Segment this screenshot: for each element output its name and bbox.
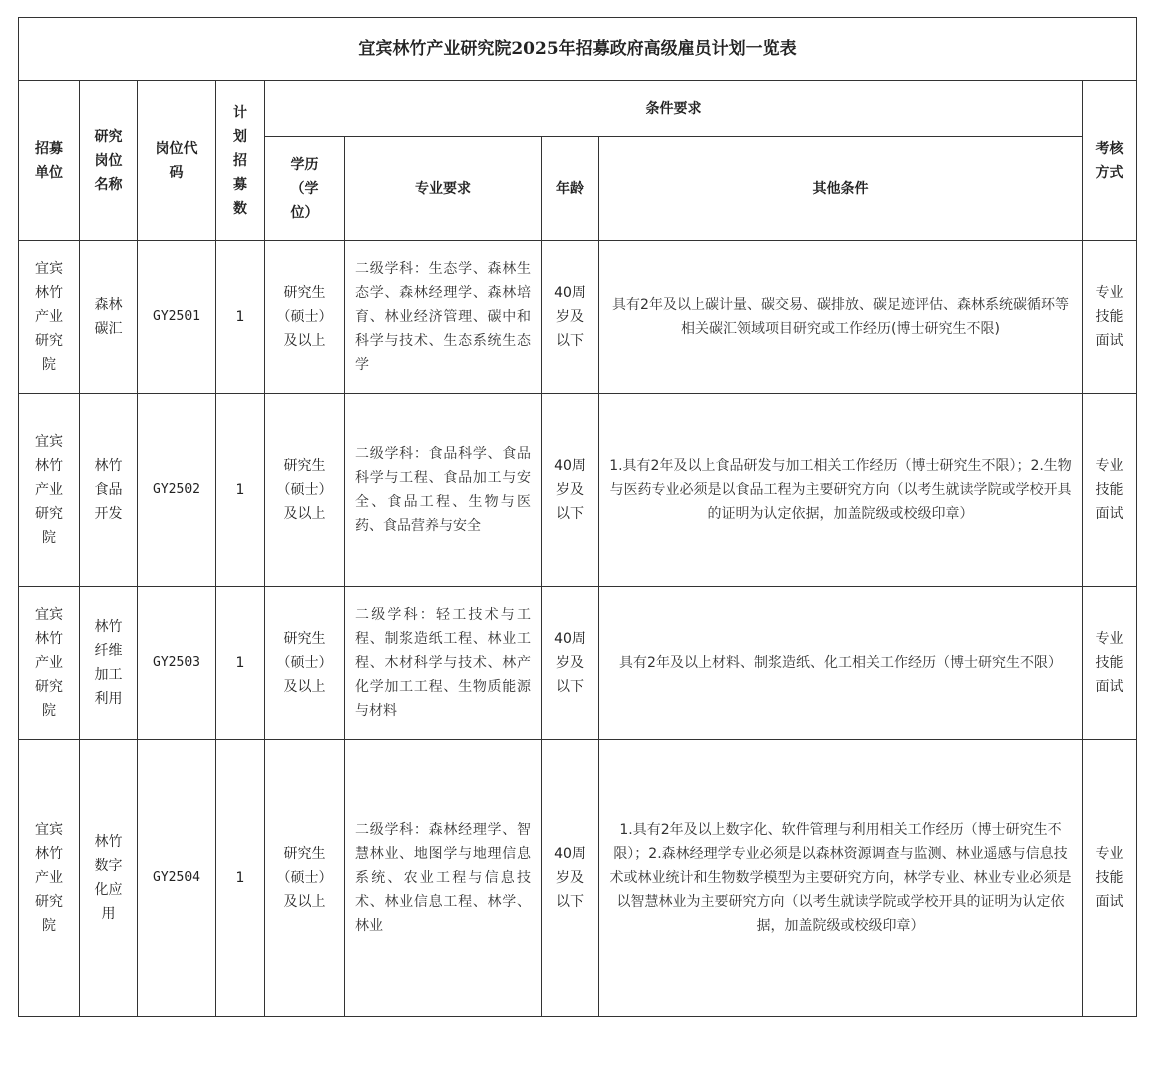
cell-major: 二级学科：森林经理学、智慧林业、地图学与地理信息系统、农业工程与信息技术、林业信息工程、林学、林业 bbox=[345, 740, 542, 1017]
cell-major: 二级学科：生态学、森林生态学、森林经理学、森林培育、林业经济管理、碳中和科学与技术、生态系统生态学 bbox=[345, 241, 542, 394]
cell-count: 1 bbox=[216, 241, 265, 394]
header-major: 专业要求 bbox=[345, 137, 542, 241]
header-assessment: 考核方式 bbox=[1083, 81, 1137, 241]
header-education: 学历（学位） bbox=[265, 137, 345, 241]
cell-education: 研究生（硕士）及以上 bbox=[265, 394, 345, 587]
header-other: 其他条件 bbox=[599, 137, 1083, 241]
cell-count: 1 bbox=[216, 394, 265, 587]
cell-other: 1.具有2年及以上数字化、软件管理与利用相关工作经历（博士研究生不限）；2.森林经理学专业必须是以森林资源调查与监测、林业遥感与信息技术或林业统计和生物数学模型为主要研究方向，林学专业、林业专业必须是以智慧林业为主要研究方向（以考生就读学院或学校开具的证明为认定依据，加盖院级或校级印章） bbox=[599, 740, 1083, 1017]
table-row bbox=[19, 394, 1137, 587]
cell-other: 具有2年及以上材料、制浆造纸、化工相关工作经历（博士研究生不限） bbox=[599, 587, 1083, 740]
table-row bbox=[19, 587, 1137, 740]
cell-age: 40周岁及以下 bbox=[542, 241, 599, 394]
header-plan-count: 计划招募数 bbox=[216, 81, 265, 241]
page-title: 宜宾林竹产业研究院2025年招募政府高级雇员计划一览表 bbox=[19, 18, 1137, 81]
cell-major: 二级学科：轻工技术与工程、制浆造纸工程、林业工程、木材科学与技术、林产化学加工工程、生物质能源与材料 bbox=[345, 587, 542, 740]
cell-assessment: 专业技能面试 bbox=[1083, 241, 1137, 394]
cell-age: 40周岁及以下 bbox=[542, 587, 599, 740]
cell-unit: 宜宾林竹产业研究院 bbox=[19, 587, 80, 740]
header-position-code: 岗位代码 bbox=[138, 81, 216, 241]
cell-major: 二级学科：食品科学、食品科学与工程、食品加工与安全、食品工程、生物与医药、食品营养与安全 bbox=[345, 394, 542, 587]
cell-code: GY2504 bbox=[138, 740, 216, 1017]
cell-count: 1 bbox=[216, 740, 265, 1017]
cell-unit: 宜宾林竹产业研究院 bbox=[19, 740, 80, 1017]
cell-position-name: 林竹食品开发 bbox=[80, 394, 138, 587]
cell-age: 40周岁及以下 bbox=[542, 394, 599, 587]
cell-position-name: 林竹纤维加工利用 bbox=[80, 587, 138, 740]
cell-code: GY2501 bbox=[138, 241, 216, 394]
cell-other: 具有2年及以上碳计量、碳交易、碳排放、碳足迹评估、森林系统碳循环等相关碳汇领域项目研究或工作经历(博士研究生不限) bbox=[599, 241, 1083, 394]
cell-unit: 宜宾林竹产业研究院 bbox=[19, 394, 80, 587]
cell-education: 研究生（硕士）及以上 bbox=[265, 740, 345, 1017]
header-unit: 招募单位 bbox=[19, 81, 80, 241]
cell-assessment: 专业技能面试 bbox=[1083, 394, 1137, 587]
cell-position-name: 森林碳汇 bbox=[80, 241, 138, 394]
cell-education: 研究生（硕士）及以上 bbox=[265, 241, 345, 394]
cell-age: 40周岁及以下 bbox=[542, 740, 599, 1017]
recruitment-plan-table bbox=[18, 17, 1137, 1017]
cell-unit: 宜宾林竹产业研究院 bbox=[19, 241, 80, 394]
cell-assessment: 专业技能面试 bbox=[1083, 740, 1137, 1017]
table-row bbox=[19, 740, 1137, 1017]
header-age: 年龄 bbox=[542, 137, 599, 241]
cell-other: 1.具有2年及以上食品研发与加工相关工作经历（博士研究生不限）；2.生物与医药专业必须是以食品工程为主要研究方向（以考生就读学院或学校开具的证明为认定依据，加盖院级或校级印章） bbox=[599, 394, 1083, 587]
cell-code: GY2502 bbox=[138, 394, 216, 587]
cell-count: 1 bbox=[216, 587, 265, 740]
cell-position-name: 林竹数字化应用 bbox=[80, 740, 138, 1017]
header-position-name: 研究岗位名称 bbox=[80, 81, 138, 241]
table-row bbox=[19, 241, 1137, 394]
cell-education: 研究生（硕士）及以上 bbox=[265, 587, 345, 740]
cell-assessment: 专业技能面试 bbox=[1083, 587, 1137, 740]
cell-code: GY2503 bbox=[138, 587, 216, 740]
header-conditions: 条件要求 bbox=[265, 81, 1083, 137]
